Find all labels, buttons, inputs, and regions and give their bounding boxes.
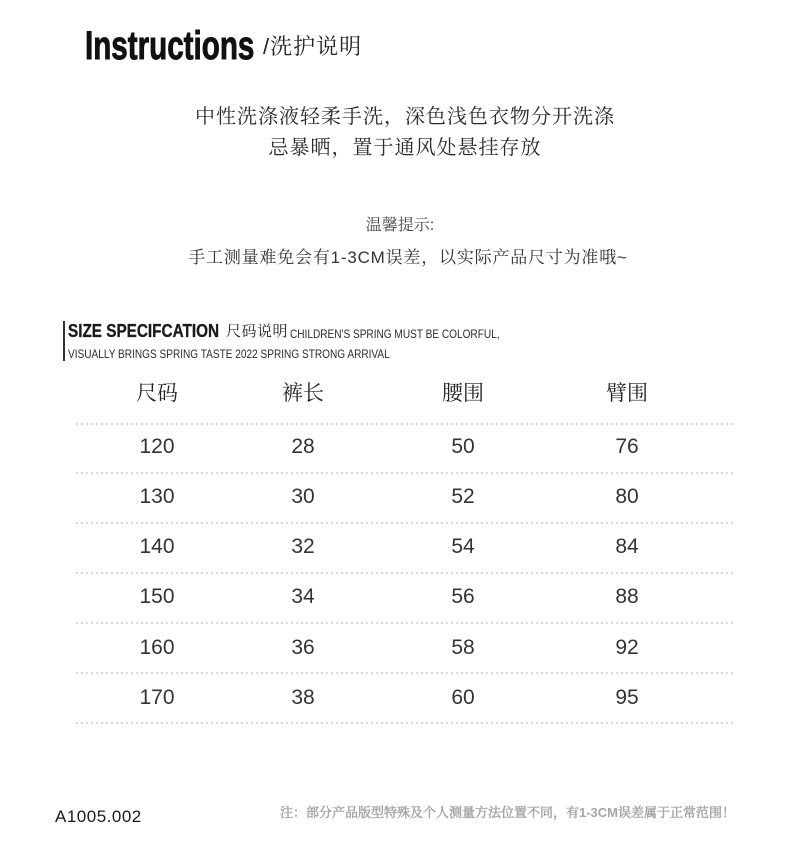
header-arm-circumference: 臂围 (606, 382, 648, 405)
size-spec-title-cn: 尺码说明 (226, 323, 289, 340)
table-row (0, 686, 790, 710)
cell-arm-circumference: 76 (615, 435, 639, 458)
measurement-note: 注：部分产品版型特殊及个人测量方法位置不同，有1-3CM误差属于正常范围！ (279, 805, 735, 820)
tip-text: 手工测量难免会有1-3CM误差，以实际产品尺寸为准哦~ (188, 248, 628, 267)
cell-size: 120 (139, 435, 175, 458)
row-divider (76, 522, 735, 524)
header-size: 尺码 (136, 382, 178, 405)
cell-size: 170 (139, 686, 175, 709)
header-waist: 腰围 (442, 382, 484, 405)
table-row (0, 535, 790, 559)
size-spec-tagline-2: VISUALLY BRINGS SPRING TASTE 2022 SPRING STRONG ARRIVAL (68, 347, 390, 361)
cell-size: 130 (139, 485, 175, 508)
cell-waist: 54 (451, 535, 475, 558)
size-spec-title: SIZE SPECIFCATION (68, 321, 220, 341)
cell-waist: 56 (451, 585, 475, 608)
instructions-title: Instructions (85, 24, 255, 68)
size-spec-accent-bar (63, 321, 65, 361)
product-code: A1005.002 (55, 807, 142, 826)
row-divider (76, 572, 735, 574)
row-divider (76, 622, 735, 624)
cell-pants-length: 34 (291, 585, 315, 608)
cell-pants-length: 30 (291, 485, 315, 508)
cell-size: 160 (139, 636, 175, 659)
row-divider (76, 722, 735, 724)
cell-size: 150 (139, 585, 175, 608)
size-spec-tagline-1: CHILDREN'S SPRING MUST BE COLORFUL, (290, 327, 500, 341)
cell-pants-length: 28 (291, 435, 315, 458)
row-divider (76, 472, 735, 474)
header-pants-length: 裤长 (282, 382, 324, 405)
size-table (0, 370, 790, 730)
cell-arm-circumference: 80 (615, 485, 639, 508)
cell-waist: 60 (451, 686, 475, 709)
instructions-subtitle: /洗护说明 (263, 34, 363, 59)
table-row (0, 435, 790, 459)
tip-label: 温馨提示: (365, 217, 435, 234)
care-instruction-line-2: 忌暴晒，置于通风处悬挂存放 (268, 137, 542, 159)
table-row (0, 636, 790, 660)
table-row (0, 585, 790, 609)
cell-arm-circumference: 88 (615, 585, 639, 608)
cell-arm-circumference: 92 (615, 636, 639, 659)
care-instruction-line-1: 中性洗涤液轻柔手洗，深色浅色衣物分开洗涤 (195, 106, 615, 128)
cell-waist: 50 (451, 435, 475, 458)
row-divider (76, 672, 735, 674)
cell-arm-circumference: 84 (615, 535, 639, 558)
table-row (0, 485, 790, 509)
cell-waist: 52 (451, 485, 475, 508)
cell-pants-length: 36 (291, 636, 315, 659)
row-divider (76, 423, 735, 425)
cell-size: 140 (139, 535, 175, 558)
cell-pants-length: 32 (291, 535, 315, 558)
cell-arm-circumference: 95 (615, 686, 639, 709)
cell-pants-length: 38 (291, 686, 315, 709)
cell-waist: 58 (451, 636, 475, 659)
size-table-header (0, 382, 790, 406)
